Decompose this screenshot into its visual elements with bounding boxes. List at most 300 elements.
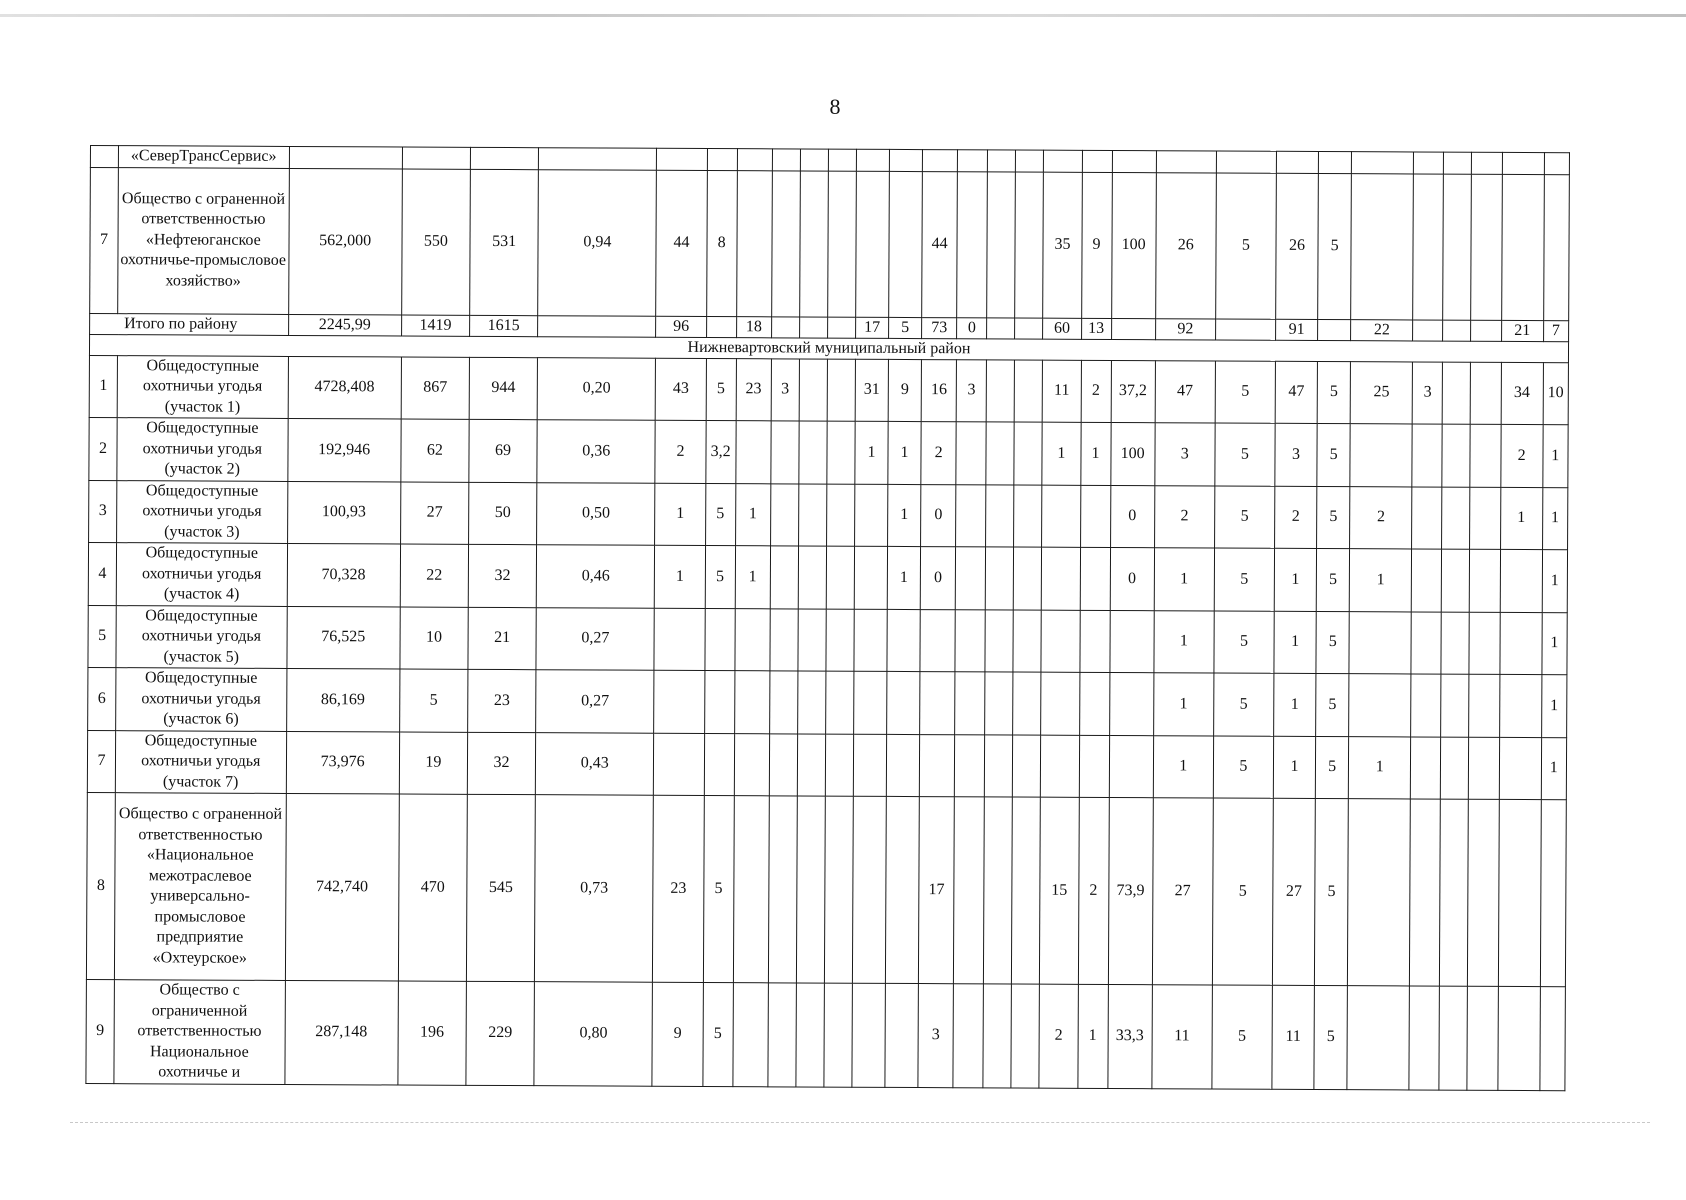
table-cell: 5: [1213, 735, 1273, 798]
table-cell: [986, 359, 1014, 422]
table-cell: [955, 672, 985, 735]
table-cell: [798, 483, 826, 546]
table-cell: [1501, 174, 1544, 320]
table-cell: 5: [1315, 798, 1349, 985]
table-cell: [1014, 485, 1042, 548]
table-cell: [1443, 174, 1472, 320]
table-row: [89, 355, 1568, 425]
data-table: [85, 145, 1570, 1091]
table-cell: 470: [398, 794, 467, 981]
table-cell: 10: [1543, 362, 1569, 425]
table-cell: [1318, 152, 1351, 174]
table-cell: [771, 316, 799, 337]
table-cell: [470, 147, 538, 169]
cell-num: 9: [86, 979, 115, 1083]
table-cell: [1411, 674, 1441, 737]
table-cell: [1443, 362, 1471, 425]
table-cell: [289, 146, 402, 168]
table-cell: [704, 733, 734, 796]
table-cell: [852, 796, 886, 983]
table-cell: 18: [736, 316, 771, 337]
table-cell: 1615: [470, 315, 538, 336]
table-cell: 1: [1500, 487, 1542, 550]
table-cell: [1498, 799, 1541, 986]
table-cell: 35: [1043, 172, 1082, 318]
table-cell: 9: [1081, 172, 1112, 318]
table-cell: [1412, 549, 1442, 612]
table-cell: 1: [888, 421, 921, 484]
table-cell: 2: [1039, 984, 1078, 1088]
table-cell: 0,36: [537, 420, 656, 483]
table-cell: [1080, 547, 1110, 610]
table-cell: [1015, 318, 1043, 339]
table-cell: 73,9: [1108, 797, 1153, 984]
table-cell: 2: [1275, 486, 1317, 549]
table-cell: 1: [1080, 422, 1110, 485]
table-cell: [1472, 152, 1502, 174]
table-cell: 76,525: [286, 606, 400, 669]
table-cell: 1: [1274, 611, 1316, 674]
table-cell: 47: [1155, 360, 1215, 423]
table-cell: 100: [1111, 172, 1156, 318]
table-cell: 43: [656, 358, 706, 421]
table-cell: [1079, 735, 1109, 798]
table-cell: 5: [703, 983, 734, 1087]
table-cell: 31: [855, 359, 888, 422]
table-cell: [654, 608, 704, 671]
table-cell: [1014, 422, 1042, 485]
table-cell: [1013, 672, 1041, 735]
table-cell: 1419: [401, 315, 469, 336]
cell-name: Общество с ограненной ответственностью «Национальное межотраслевое универсально-промысловое предприятие «Охтеурское»: [114, 793, 285, 981]
table-cell: [1543, 174, 1569, 320]
table-cell: 26: [1155, 172, 1216, 318]
table-cell: [854, 671, 887, 734]
table-cell: [1470, 487, 1500, 550]
table-cell: 1: [1154, 548, 1214, 611]
table-cell: [855, 484, 888, 547]
table-cell: [797, 733, 825, 796]
table-cell: 3,2: [705, 421, 735, 484]
table-cell: [771, 170, 800, 316]
table-cell: 5: [1318, 173, 1352, 319]
table-cell: 0,50: [537, 482, 656, 545]
table-cell: [734, 671, 769, 734]
table-cell: [799, 421, 827, 484]
table-cell: [885, 983, 919, 1087]
table-cell: 5: [1212, 798, 1273, 985]
table-cell: [799, 358, 827, 421]
table-cell: 2: [921, 422, 956, 485]
table-cell: 1: [735, 546, 770, 609]
table-cell: 62: [401, 419, 469, 482]
table-cell: 3: [956, 359, 986, 422]
table-cell: [1041, 735, 1079, 798]
cell-num: 8: [86, 792, 115, 979]
table-cell: [799, 170, 828, 316]
cell-name: Общедоступные охотничьи угодья (участок 6): [116, 668, 287, 731]
table-cell: 69: [469, 419, 537, 482]
table-cell: 1: [655, 545, 705, 608]
table-cell: [985, 672, 1013, 735]
table-cell: 1: [887, 546, 920, 609]
table-cell: 0,46: [536, 545, 655, 608]
cell-name: Общедоступные охотничьи угодья (участок 2): [117, 418, 288, 481]
table-cell: 5: [1316, 548, 1349, 611]
table-cell: 5: [1314, 985, 1348, 1089]
table-cell: 5: [399, 669, 467, 732]
table-cell: [1013, 735, 1041, 798]
table-cell: [986, 422, 1014, 485]
table-cell: [1044, 150, 1082, 172]
table-cell: 1: [1153, 735, 1213, 798]
table-cell: 742,740: [285, 793, 399, 981]
table-cell: [983, 984, 1012, 1088]
table-cell: 32: [467, 732, 535, 795]
cell-num: 7: [87, 730, 115, 793]
table-cell: [920, 609, 955, 672]
table-cell: 10: [400, 607, 468, 670]
table-cell: 5: [1212, 985, 1273, 1089]
table-cell: [771, 421, 799, 484]
table-cell: [1352, 152, 1414, 174]
table-cell: 25: [1350, 361, 1412, 424]
scan-edge-top: [0, 14, 1686, 17]
cell-num: 4: [88, 542, 116, 605]
table-cell: 15: [1040, 797, 1079, 984]
table-cell: [887, 609, 920, 672]
table-cell: 1: [735, 483, 770, 546]
table-cell: [654, 670, 704, 733]
table-cell: 5: [1317, 361, 1350, 424]
cell-num: [90, 146, 118, 168]
table-cell: 32: [468, 544, 536, 607]
table-cell: [770, 483, 798, 546]
table-cell: 23: [736, 358, 771, 421]
table-cell: 3: [918, 984, 954, 1088]
table-cell: 100,93: [287, 481, 401, 544]
table-cell: [828, 171, 857, 317]
table-cell: [824, 796, 853, 983]
table-cell: 0: [921, 484, 956, 547]
table-cell: 2: [1154, 485, 1214, 548]
table-cell: 0: [920, 547, 955, 610]
table-cell: [856, 171, 890, 317]
table-cell: [1347, 986, 1410, 1090]
table-cell: [1110, 610, 1154, 673]
table-cell: [1413, 173, 1444, 319]
table-cell: 5: [889, 317, 922, 338]
table-cell: [769, 733, 797, 796]
table-cell: [827, 317, 855, 338]
table-cell: 1: [1349, 549, 1411, 612]
table-cell: [1016, 150, 1044, 172]
table-cell: [889, 171, 923, 317]
table-cell: 0,20: [537, 357, 656, 420]
table-cell: [1442, 487, 1470, 550]
table-cell: [1079, 672, 1109, 735]
table-cell: 5: [1214, 548, 1274, 611]
table-cell: [1041, 610, 1079, 673]
table-cell: [957, 171, 988, 317]
table-cell: [955, 734, 985, 797]
table-cell: [1042, 547, 1080, 610]
cell-name: Общедоступные охотничьи угодья (участок 1): [117, 355, 288, 418]
table-cell: [1471, 320, 1501, 341]
table-cell: 23: [468, 669, 536, 732]
table-cell: [1441, 612, 1469, 675]
table-cell: [956, 484, 986, 547]
table-cell: [796, 796, 825, 983]
table-cell: 3: [1412, 361, 1442, 424]
table-cell: [1410, 799, 1441, 986]
table-cell: 17: [856, 317, 889, 338]
table-cell: [826, 609, 854, 672]
table-cell: 5: [705, 546, 735, 609]
table-cell: 22: [1351, 319, 1413, 340]
table-cell: 0,73: [535, 795, 654, 983]
table-cell: [824, 983, 853, 1087]
table-cell: [733, 983, 769, 1087]
table-cell: [1499, 674, 1541, 737]
table-cell: 2: [1350, 486, 1412, 549]
table-cell: [797, 671, 825, 734]
table-cell: [770, 546, 798, 609]
page-number: 8: [829, 94, 841, 119]
table-cell: 5: [1316, 611, 1349, 674]
table-cell: [1411, 611, 1441, 674]
table-cell: 2245,99: [288, 314, 401, 336]
table-cell: 13: [1081, 318, 1111, 339]
table-row: [87, 730, 1566, 800]
table-cell: 23: [653, 795, 704, 982]
table-cell: 229: [466, 981, 535, 1085]
cell-name: «СеверТрансСервис»: [118, 146, 289, 168]
table-cell: 1: [1541, 675, 1567, 738]
table-cell: [733, 796, 769, 983]
table-cell: [956, 422, 986, 485]
table-cell: [826, 484, 854, 547]
total-label: Итого по району: [90, 313, 289, 335]
table-cell: [1500, 549, 1542, 612]
table-cell: 5: [1214, 486, 1274, 549]
table-cell: [1443, 320, 1471, 341]
table-cell: 287,148: [284, 980, 398, 1084]
table-cell: [1439, 986, 1468, 1090]
cell-num: 6: [88, 667, 116, 730]
table-cell: [770, 608, 798, 671]
table-cell: [1471, 174, 1502, 320]
table-cell: [1348, 799, 1411, 986]
table-cell: 1: [1274, 673, 1316, 736]
cell-name: Общество с ограненной ответственностью «Нефтеюганское охотничье-промысловое хозяйство»: [118, 167, 289, 314]
table-cell: [1109, 672, 1153, 735]
table-cell: [737, 149, 772, 171]
table-cell: [854, 609, 887, 672]
table-cell: 1: [1273, 736, 1315, 799]
table-cell: 0,80: [534, 982, 653, 1086]
table-cell: [768, 983, 797, 1087]
table-cell: 27: [400, 482, 468, 545]
table-cell: [1156, 151, 1216, 173]
table-cell: 0,27: [536, 670, 655, 733]
table-cell: 17: [919, 797, 955, 984]
table-cell: 1: [1542, 612, 1568, 675]
table-cell: [854, 546, 887, 609]
table-cell: [736, 421, 771, 484]
table-cell: [796, 983, 825, 1087]
table-cell: 1: [1154, 610, 1214, 673]
table-cell: [887, 671, 920, 734]
table-cell: [1318, 319, 1351, 340]
table-cell: [799, 316, 827, 337]
cell-num: 1: [89, 355, 117, 418]
table-cell: [1015, 360, 1043, 423]
table-cell: 1: [1542, 550, 1568, 613]
table-cell: 1: [1541, 737, 1567, 800]
table-cell: 5: [1317, 424, 1350, 487]
table-cell: 2: [1500, 424, 1542, 487]
table-cell: 5: [1216, 173, 1277, 319]
table-cell: 5: [1213, 673, 1273, 736]
table-cell: 11: [1272, 985, 1315, 1089]
table-cell: 5: [705, 483, 735, 546]
table-cell: 100: [1110, 422, 1154, 485]
table-cell: [986, 547, 1014, 610]
table-cell: [539, 148, 657, 170]
table-cell: 1: [655, 483, 705, 546]
table-cell: 1: [855, 421, 888, 484]
table-cell: [1471, 362, 1501, 425]
table-row: [86, 792, 1566, 986]
table-cell: [827, 421, 855, 484]
cell-name: Общедоступные охотничьи угодья (участок 7): [115, 730, 286, 793]
table-cell: [1015, 172, 1044, 318]
table-cell: 9: [888, 359, 921, 422]
table-cell: 531: [470, 169, 539, 315]
table-cell: [1041, 672, 1079, 735]
table-cell: 0: [1110, 547, 1154, 610]
table-cell: [986, 484, 1014, 547]
scan-edge-bottom: [70, 1122, 1650, 1123]
table-cell: [1499, 737, 1541, 800]
table-row: [88, 605, 1567, 675]
table-cell: 91: [1276, 319, 1318, 340]
table-cell: [1444, 152, 1472, 174]
table-cell: 3: [1155, 423, 1215, 486]
table-cell: [654, 733, 704, 796]
table-cell: 2: [1078, 797, 1109, 984]
table-cell: 27: [1272, 798, 1315, 985]
table-cell: [1441, 737, 1469, 800]
table-cell: [919, 734, 954, 797]
cell-num: 5: [88, 605, 116, 668]
table-cell: [856, 149, 889, 171]
table-cell: 27: [1152, 798, 1213, 985]
table-cell: [772, 149, 800, 171]
table-cell: [735, 608, 770, 671]
table-cell: [1112, 150, 1156, 172]
table-cell: 47: [1275, 361, 1317, 424]
table-cell: 70,328: [287, 543, 401, 606]
table-cell: [889, 149, 922, 171]
table-cell: 0: [1110, 485, 1154, 548]
table-cell: [1216, 151, 1276, 173]
cell-name: Общедоступные охотничьи угодья (участок 4): [116, 543, 287, 606]
table-cell: [705, 608, 735, 671]
table-cell: [1042, 485, 1080, 548]
table-cell: [828, 149, 856, 171]
table-cell: 944: [469, 357, 537, 420]
table-cell: [769, 671, 797, 734]
table-cell: 550: [401, 169, 470, 315]
table-row: [88, 667, 1567, 737]
table-cell: 21: [1501, 320, 1543, 341]
cell-name: Общедоступные охотничьи угодья (участок 5): [116, 605, 287, 668]
table-cell: 1: [1153, 673, 1213, 736]
table-cell: [736, 170, 772, 316]
table-cell: 8: [706, 170, 737, 316]
table-cell: 34: [1501, 362, 1543, 425]
table-cell: 33,3: [1107, 984, 1152, 1088]
table-cell: [1442, 424, 1470, 487]
table-cell: 7: [1543, 320, 1568, 341]
table-cell: [1469, 674, 1499, 737]
cell-num: 3: [89, 480, 117, 543]
cell-num: 7: [90, 167, 119, 313]
table-cell: 5: [1317, 486, 1350, 549]
table-cell: [825, 734, 853, 797]
table-cell: [1499, 612, 1541, 675]
table-cell: 5: [706, 358, 736, 421]
table-cell: [657, 148, 707, 170]
table-cell: [1080, 485, 1110, 548]
table-cell: 11: [1043, 360, 1081, 423]
table-cell: [1497, 986, 1540, 1090]
table-cell: 73: [922, 317, 957, 338]
cell-name: Общедоступные охотничьи угодья (участок 3): [117, 480, 288, 543]
cell-num: 2: [89, 417, 117, 480]
table-row: [89, 480, 1568, 550]
table-cell: [1412, 424, 1442, 487]
table-cell: [1013, 610, 1041, 673]
table-cell: 9: [652, 982, 703, 1086]
table-cell: 0,94: [538, 169, 657, 316]
table-cell: [734, 733, 769, 796]
table-cell: 0,43: [535, 732, 654, 795]
table-cell: [885, 796, 919, 983]
table-cell: [1350, 424, 1412, 487]
table-cell: [1111, 318, 1155, 339]
table-cell: 3: [771, 358, 799, 421]
table-cell: [1011, 984, 1040, 1088]
section-title: Нижневартовский муниципальный район: [89, 334, 1568, 362]
table-cell: [826, 546, 854, 609]
table-cell: 37,2: [1111, 360, 1155, 423]
table-cell: 1: [888, 484, 921, 547]
table-cell: [920, 672, 955, 735]
table-cell: [768, 796, 797, 983]
table-cell: [1540, 987, 1566, 1091]
table-cell: [987, 317, 1015, 338]
table-cell: [1442, 549, 1470, 612]
table-cell: [1441, 674, 1469, 737]
table-row: [88, 542, 1567, 612]
table-cell: [704, 671, 734, 734]
table-cell: 867: [401, 357, 469, 420]
table-cell: [1412, 486, 1442, 549]
table-cell: [922, 150, 957, 172]
